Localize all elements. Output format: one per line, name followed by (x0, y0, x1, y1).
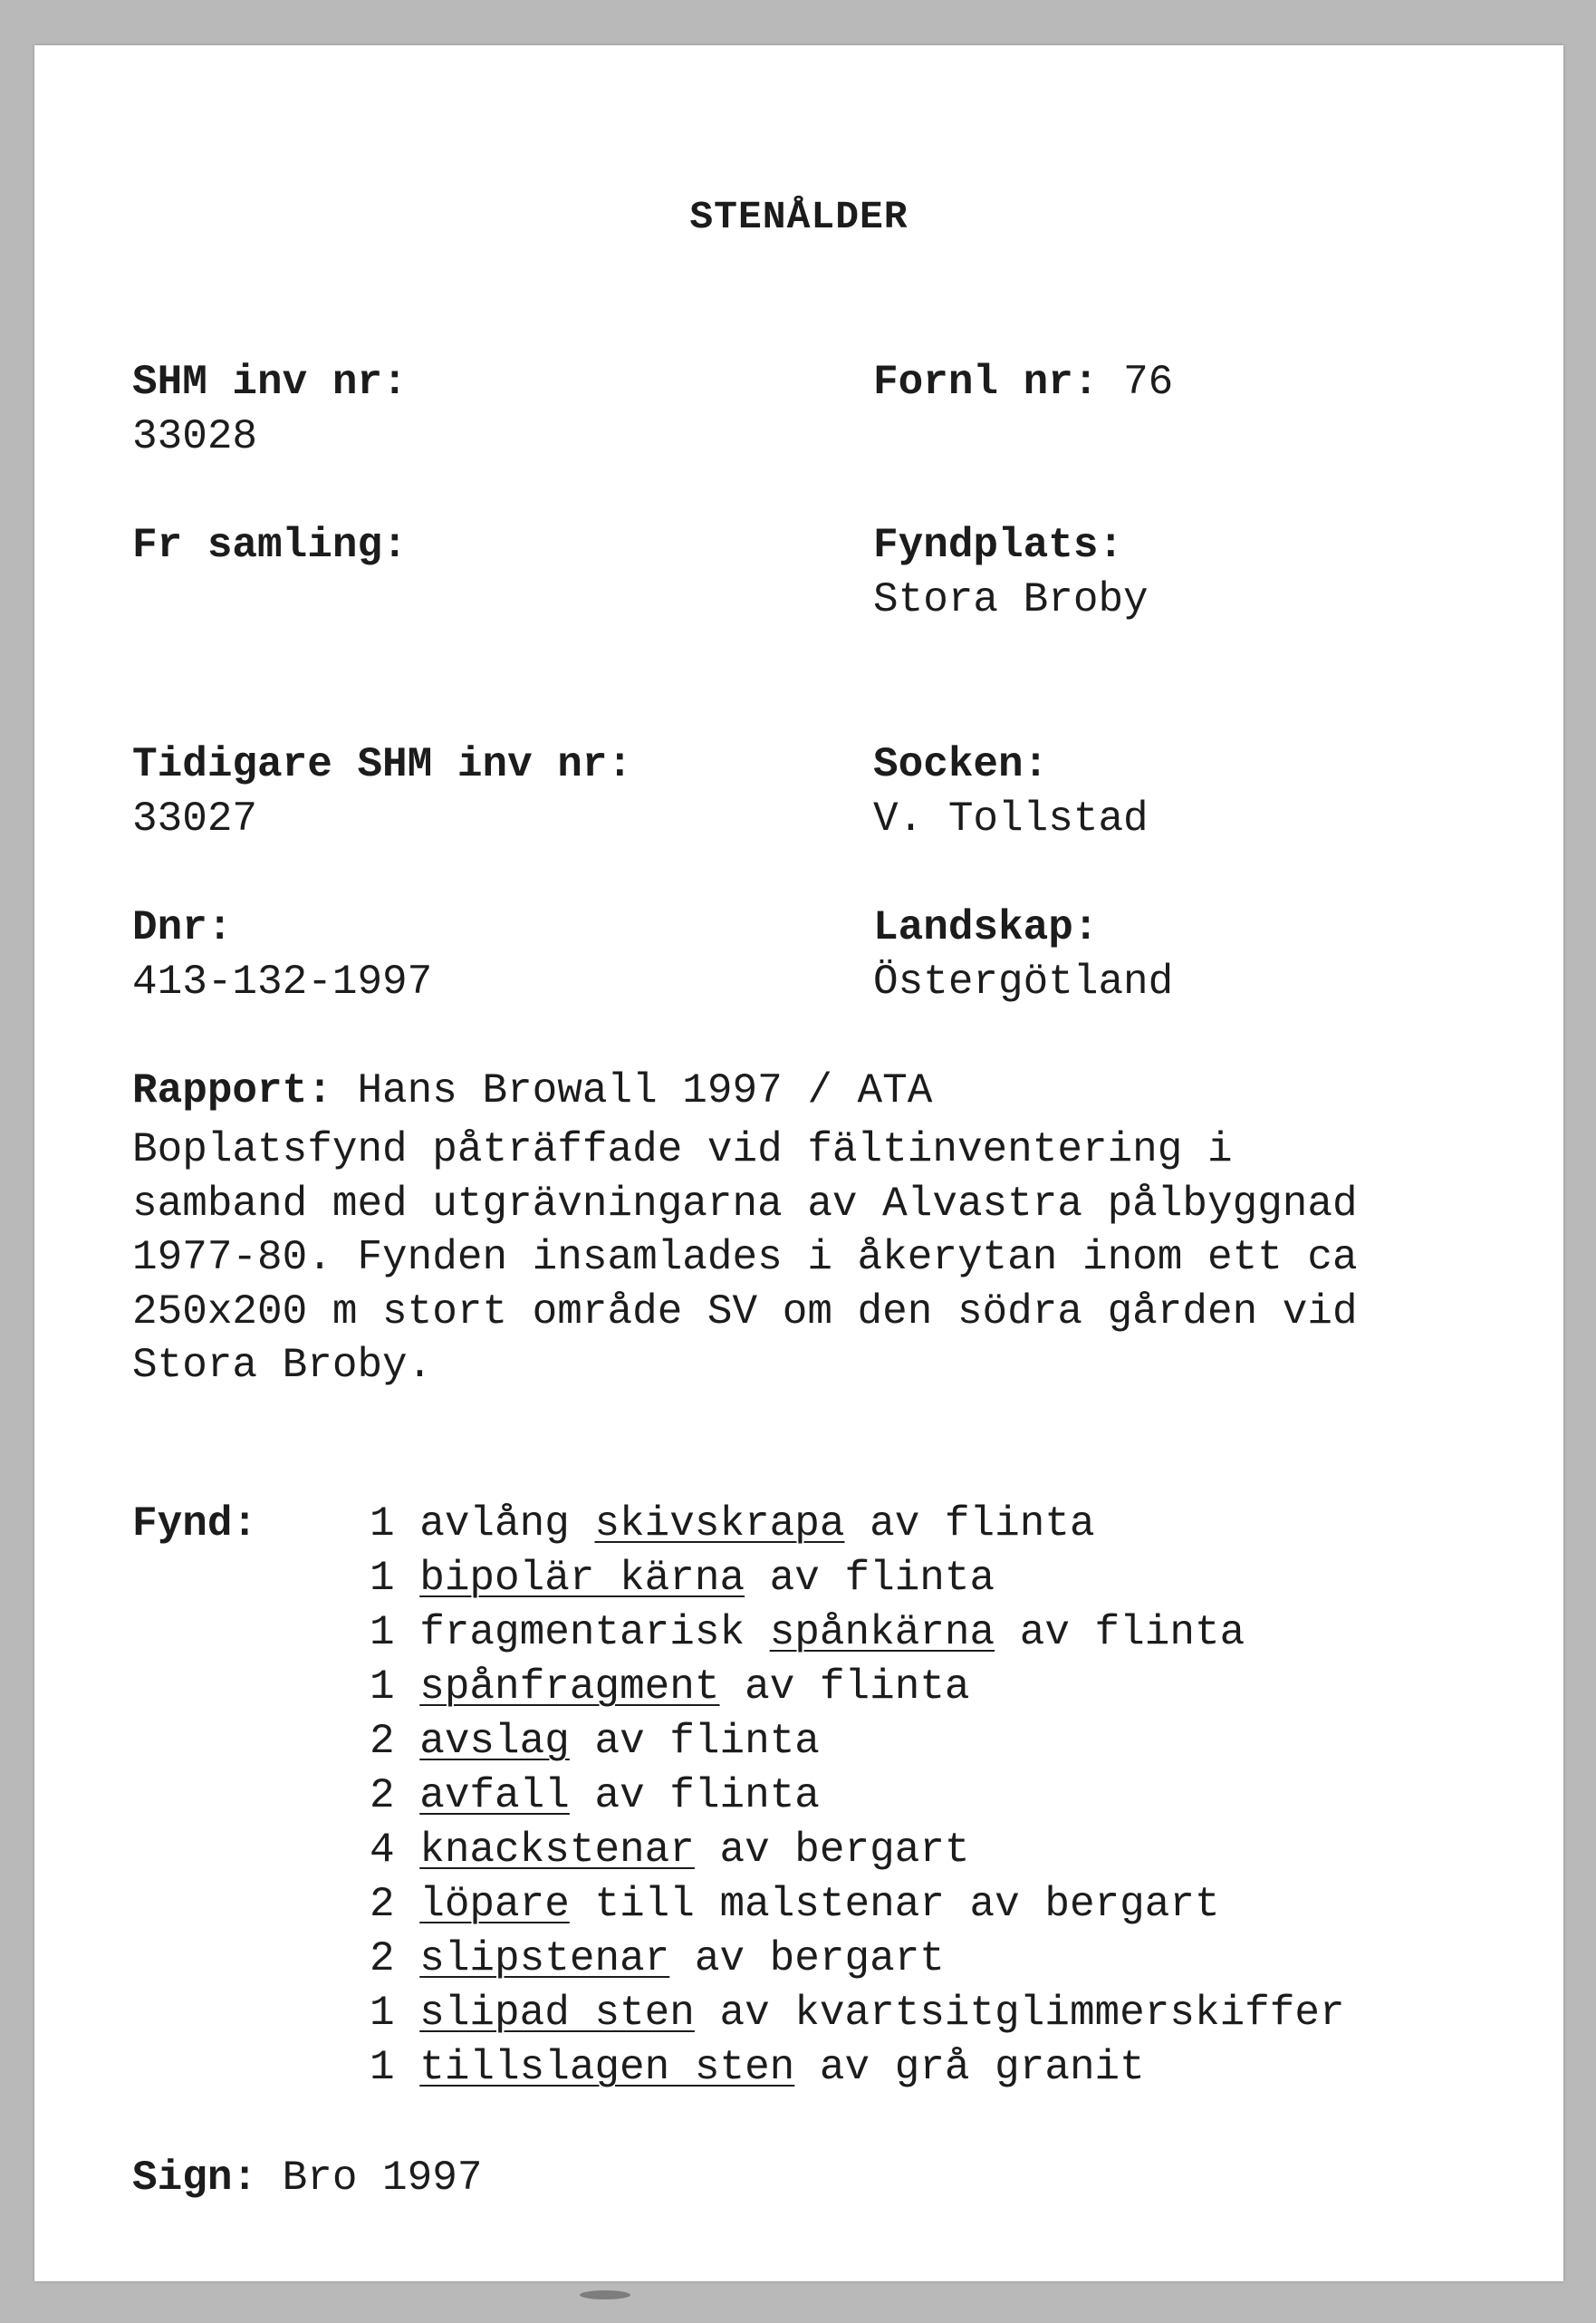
fynd-count: 1 (370, 1609, 395, 1656)
fyndplats-value: Stora Broby (873, 576, 1149, 623)
socken-value: V. Tollstad (873, 795, 1149, 843)
fynd-item (370, 1714, 1345, 1769)
fynd-count: 1 (370, 1663, 395, 1711)
landskap-label: Landskap: (873, 904, 1099, 951)
fynd-term: spånfragment (419, 1663, 720, 1711)
fynd-item (370, 1877, 1345, 1932)
fynd-post: av flinta (844, 1500, 1095, 1547)
description-line: samband med utgrävningarna av Alvastra pålbyggnad (132, 1180, 1358, 1228)
description-line: Boplatsfynd påträffade vid fältinventering i (132, 1126, 1233, 1173)
fynd-item (370, 1605, 1345, 1660)
fynd-post: av bergart (669, 1935, 945, 1982)
fornl-nr-label: Fornl nr: (873, 359, 1099, 406)
fynd-count: 1 (370, 1500, 395, 1547)
fyndplats-label: Fyndplats: (873, 522, 1124, 569)
fynd-count: 2 (370, 1881, 395, 1928)
fynd-item (370, 2040, 1345, 2095)
rapport-value: Hans Browall 1997 / ATA (357, 1067, 933, 1114)
fynd-item (370, 1551, 1345, 1605)
fynd-item (370, 1823, 1345, 1877)
landskap-value: Östergötland (873, 959, 1174, 1006)
fynd-post: av flinta (569, 1718, 820, 1765)
sign-field (132, 2151, 482, 2205)
fynd-term: avfall (419, 1772, 570, 1819)
fynd-post: av grå granit (794, 2044, 1145, 2091)
shm-inv-nr-value: 33028 (132, 413, 258, 460)
catalog-card (34, 45, 1563, 2281)
fornl-nr-field (873, 355, 1173, 410)
fynd-term: slipad sten (419, 1990, 695, 2037)
rapport-label: Rapport: (132, 1067, 332, 1114)
fynd-term: bipolär kärna (419, 1555, 745, 1602)
description-line: 250x200 m stort område SV om den södra gården vid (132, 1287, 1358, 1335)
fynd-post: av bergart (694, 1827, 970, 1874)
tidigare-shm-inv-nr-value: 33027 (132, 795, 258, 843)
fynd-item (370, 1932, 1345, 1986)
sign-value: Bro 1997 (282, 2154, 483, 2202)
dnr-value: 413-132-1997 (132, 959, 433, 1006)
fr-samling-label: Fr samling: (132, 522, 408, 569)
fornl-nr-value: 76 (1123, 359, 1174, 406)
fynd-label: Fynd: (132, 1500, 258, 1547)
fynd-term: skivskrapa (594, 1500, 845, 1547)
fynd-term: löpare (419, 1881, 570, 1928)
fynd-count: 1 (370, 1555, 395, 1602)
fynd-count: 1 (370, 1990, 395, 2037)
fynd-post: till malstenar av bergart (569, 1881, 1220, 1928)
fynd-count: 2 (370, 1772, 395, 1819)
fynd-post: av flinta (745, 1555, 995, 1602)
fynd-pre: avlång (419, 1500, 595, 1547)
description-line: Stora Broby. (132, 1342, 433, 1389)
fynd-count: 1 (370, 2044, 395, 2091)
tidigare-shm-inv-nr-label: Tidigare SHM inv nr: (132, 741, 633, 788)
fynd-item (370, 1660, 1345, 1714)
fynd-term: slipstenar (419, 1935, 670, 1982)
fynd-term: tillslagen sten (419, 2044, 795, 2091)
fynd-item (370, 1497, 1345, 1551)
fynd-post: av flinta (719, 1663, 970, 1711)
fynd-post: av flinta (569, 1772, 820, 1819)
fynd-count: 2 (370, 1718, 395, 1765)
fynd-count: 4 (370, 1827, 395, 1874)
scan-smudge (580, 2290, 630, 2299)
dnr-label: Dnr: (132, 904, 233, 951)
fynd-term: avslag (419, 1718, 570, 1765)
rapport-field (132, 1064, 932, 1118)
fynd-post: av flinta (995, 1609, 1245, 1656)
fynd-term: knackstenar (419, 1827, 695, 1874)
socken-label: Socken: (873, 741, 1049, 788)
shm-inv-nr-label: SHM inv nr: (132, 359, 408, 406)
fynd-item (370, 1986, 1345, 2040)
description-line: 1977-80. Fynden insamlades i åkerytan inom ett ca (132, 1234, 1358, 1281)
description (132, 1123, 1358, 1393)
sign-label: Sign: (132, 2154, 258, 2202)
fynd-pre: fragmentarisk (419, 1609, 770, 1656)
fynd-post: av kvartsitglimmerskiffer (694, 1990, 1345, 2037)
fynd-term: spånkärna (769, 1609, 995, 1656)
fynd-count: 2 (370, 1935, 395, 1982)
fynd-item (370, 1769, 1345, 1823)
fynd-list (370, 1497, 1345, 2095)
card-heading: STENÅLDER (689, 195, 909, 239)
